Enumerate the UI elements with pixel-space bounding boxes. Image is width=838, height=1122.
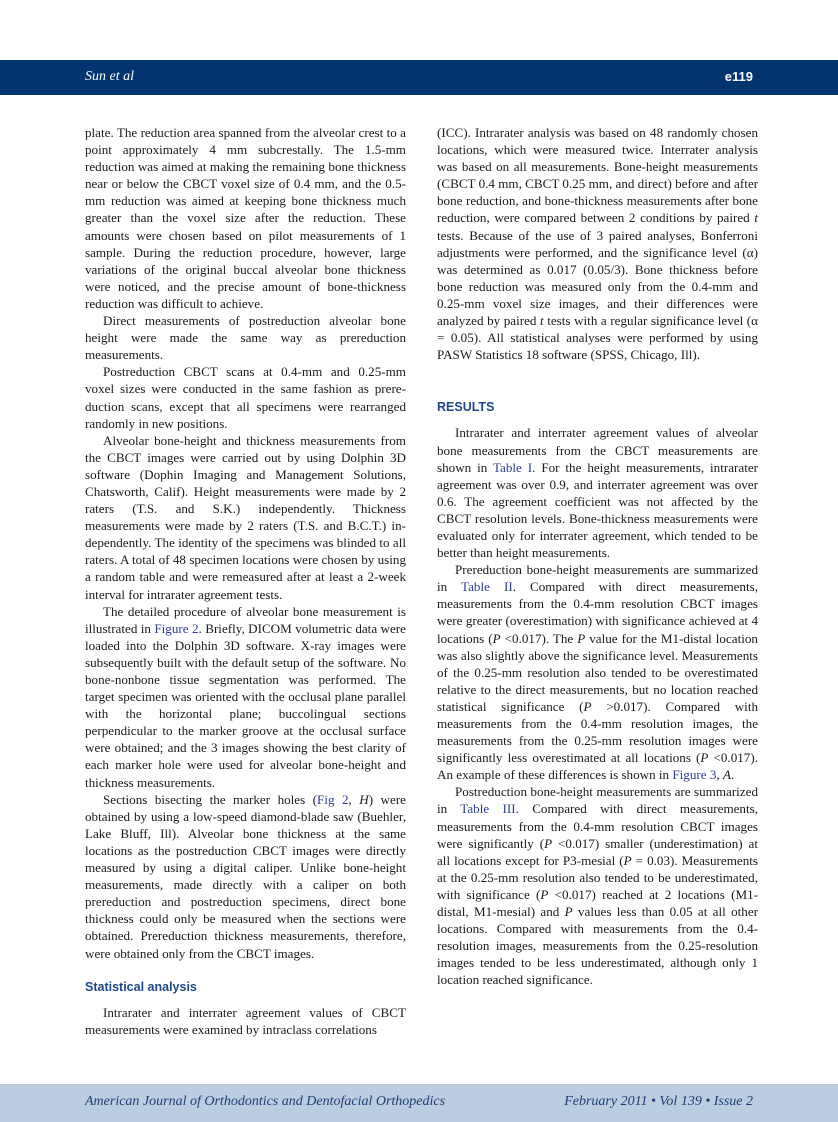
table-2-link[interactable]: Table II — [461, 579, 513, 595]
paragraph: Intrarater and interrater agreement values of CBCT measurements were examined by intraclass correlations — [85, 1004, 406, 1037]
paragraph: Direct measurements of postreduction alveolar bone height were made the same way as prereduction measurements. — [85, 313, 406, 363]
left-column — [85, 124, 406, 1038]
text: (ICC). Intrarater analysis was based on 48 randomly chosen locations, which were measured twice. Interrater analysis was based on all measurements. Bone-height measurements (CBCT 0.4 mm, CBCT 0.25 mm, and direct) before and after bone reduction, and bone-thickness measurements after bone reduction, were compared between 2 conditions by paired — [437, 125, 758, 226]
italic-p: P — [564, 904, 573, 920]
italic-p: P — [492, 630, 501, 646]
text: Prereduction bone-height measurements are summarized in — [437, 562, 758, 595]
figure-3-link[interactable]: Figure 3 — [672, 767, 717, 783]
journal-name: American Journal of Orthodontics and Dentofacial Orthopedics — [85, 1094, 446, 1109]
running-footer — [0, 1084, 838, 1122]
paragraph — [85, 603, 406, 791]
text: . For the height measurements, intrarater agreement was over 0.9, and interrater agreement was over 0.6. The agreement coefficient was not affected by the CBCT resolution levels. Bone-thickness measurements were evaluated only for interrater agreement, which tended to be better than height measurements. — [437, 459, 759, 561]
text: values less than 0.05 at all other locations. Compared with measurements from the 0.4-resolution images, measurements from the 0.25-resolution images tended to be less underestimated, although only 1 location reached significance. — [437, 904, 758, 988]
paragraph — [85, 791, 406, 962]
text: <0.017) smaller (underestimation) at all locations except for P3-mesial ( — [437, 835, 758, 868]
header-author: Sun et al — [85, 69, 134, 84]
paragraph — [437, 124, 758, 363]
fig-2-link[interactable]: Fig 2 — [317, 791, 349, 807]
paragraph: Postreduction CBCT scans at 0.4-mm and 0.25-mm voxel sizes were conducted in the same fashion as prereduction scans, except that all specimens were rearranged randomly in new positions. — [85, 364, 406, 431]
paragraph: plate. The reduction area spanned from the alveolar crest to a point approximately 4 mm subcrestally. The 1.5-mm reduction was aimed at making the remaining bone thickness near or below the CBCT voxel size of 0.4 mm, and the 0.5-mm reduction was aimed at keeping bone thickness much greater than the voxel size after the reduction. These amounts were chosen based on pilot measurements of 1 sample. During the reduction procedure, however, large variations of the original buccal alveolar bone thickness were noticed, and the precise amount of bone-thickness reduction was difficult to achieve. — [85, 125, 406, 311]
italic-p: P — [623, 852, 632, 868]
paragraph — [437, 783, 758, 988]
paragraph — [437, 424, 758, 561]
text: ) were obtained by using a low-speed diamond-blade saw (Buehler, Lake Bluff, Ill). Alveolar bone thickness at the same locations as the postreduction CBCT images were directly measured by using a digital caliper. Unlike bone-height measurements, made directly with a caliper on both prereduction and postreduction specimens, direct bone thickness could only be measured when the sections were obtained. Prereduction thickness measurements, therefore, were obtained only from the CBCT images. — [85, 791, 406, 961]
page-number: e119 — [724, 69, 753, 84]
running-header — [0, 60, 838, 95]
text: Postreduction bone-height measurements are summarized in — [437, 784, 758, 817]
issue-info: February 2011 • Vol 139 • Issue 2 — [564, 1094, 753, 1109]
italic-p: P — [544, 835, 553, 851]
text: . — [730, 767, 735, 783]
paragraph — [437, 561, 758, 783]
table-3-link[interactable]: Table III — [460, 801, 516, 817]
paragraph: Alveolar bone-height and thickness measurements from the CBCT images were carried out by using Dolphin 3D software (Dophin Imaging and Management Solutions, Chatsworth, Calif). Height measurements were made by 2 raters (T.S. and S.K.) independently. Thickness measurements were made by 2 raters (T.S. and B.C.T.) independently. The identity of the specimens was blinded to all raters. A total of 48 specimen locations were chosen by using a random table and were remeasured after at least a 2-week interval for intrarater agreement tests. — [85, 432, 406, 602]
figure-2-link[interactable]: Figure 2 — [154, 620, 199, 636]
text: . Compared with direct measurements, measurements from the 0.4-mm resolution CBCT images were greater (overestimation) with significance achieved at 4 locations ( — [437, 579, 758, 646]
section-heading-statistical-analysis: Statistical analysis — [85, 979, 197, 994]
italic-p: P — [583, 698, 592, 714]
text: , — [716, 767, 723, 783]
italic-p: P — [700, 750, 709, 766]
text: Sections bisecting the marker holes ( — [103, 791, 318, 807]
italic-t: t — [540, 313, 544, 329]
text: The detailed procedure of alveolar bone measurement is illustrated in — [85, 603, 406, 636]
text: . Briefly, DICOM volumetric data were loaded into the Dolphin 3D software. X-ray images were subsequently built with the default setup of the software. No bone-nonbone tissue segmentation was performed. The target specimen was oriented with the occlusal plane parallel with the horizontal plane; buccolingual sections perpendicular to the marker groove at the occlusal surface were obtained; and the 3 images showing the best clarity of each marker hole were used for alveolar bone-height and thickness measurements. — [85, 620, 406, 790]
text: Intrarater and interrater agreement values of alveolar bone measurements from the CBCT measurements are shown in — [437, 425, 758, 475]
text: = 0.03). Measurements at the 0.25-mm resolution also tended to be underestimated, with significance ( — [437, 852, 758, 902]
text: value for the M1-distal location was also slightly above the significance level. Measurements of the 0.25-mm resolution also tended to be overestimated relative to the direct measurements, but no location reached statistical significance ( — [437, 630, 758, 714]
text: <0.017) reached at 2 locations (M1-distal, M1-mesial) and — [437, 886, 758, 920]
panel-label: A — [722, 767, 731, 783]
italic-p: P — [577, 630, 586, 646]
italic-t: t — [754, 210, 758, 226]
text: >0.017). Compared with measurements from the 0.4-mm resolution images, the measurements from the 0.25-mm resolution images were significantly less overestimated at all locations ( — [437, 698, 759, 766]
panel-label: H — [359, 791, 369, 807]
text: . Compared with direct measurements, measurements from the 0.4-mm resolution CBCT images were significantly ( — [437, 801, 758, 851]
right-column — [437, 124, 758, 989]
table-1-link[interactable]: Table I — [492, 459, 533, 475]
text: <0.017). An example of these differences is shown in — [437, 750, 758, 783]
text: <0.017). The — [500, 630, 578, 646]
text: tests with a regular significance level (α = 0.05). All statistical analyses were performed by using PASW Statistics 18 software (SPSS, Chicago, Ill). — [437, 313, 758, 363]
section-heading-results: RESULTS — [437, 400, 495, 415]
italic-p: P — [540, 886, 549, 902]
text: tests. Because of the use of 3 paired analyses, Bonferroni adjustments were performed, and the significance level (α) was determined as 0.017 (0.05/3). Bone thickness before bone reduction was measured only from the 0.4-mm and 0.25-mm voxel size images, and their differences were analyzed by paired — [437, 227, 758, 329]
text: , — [348, 791, 360, 807]
